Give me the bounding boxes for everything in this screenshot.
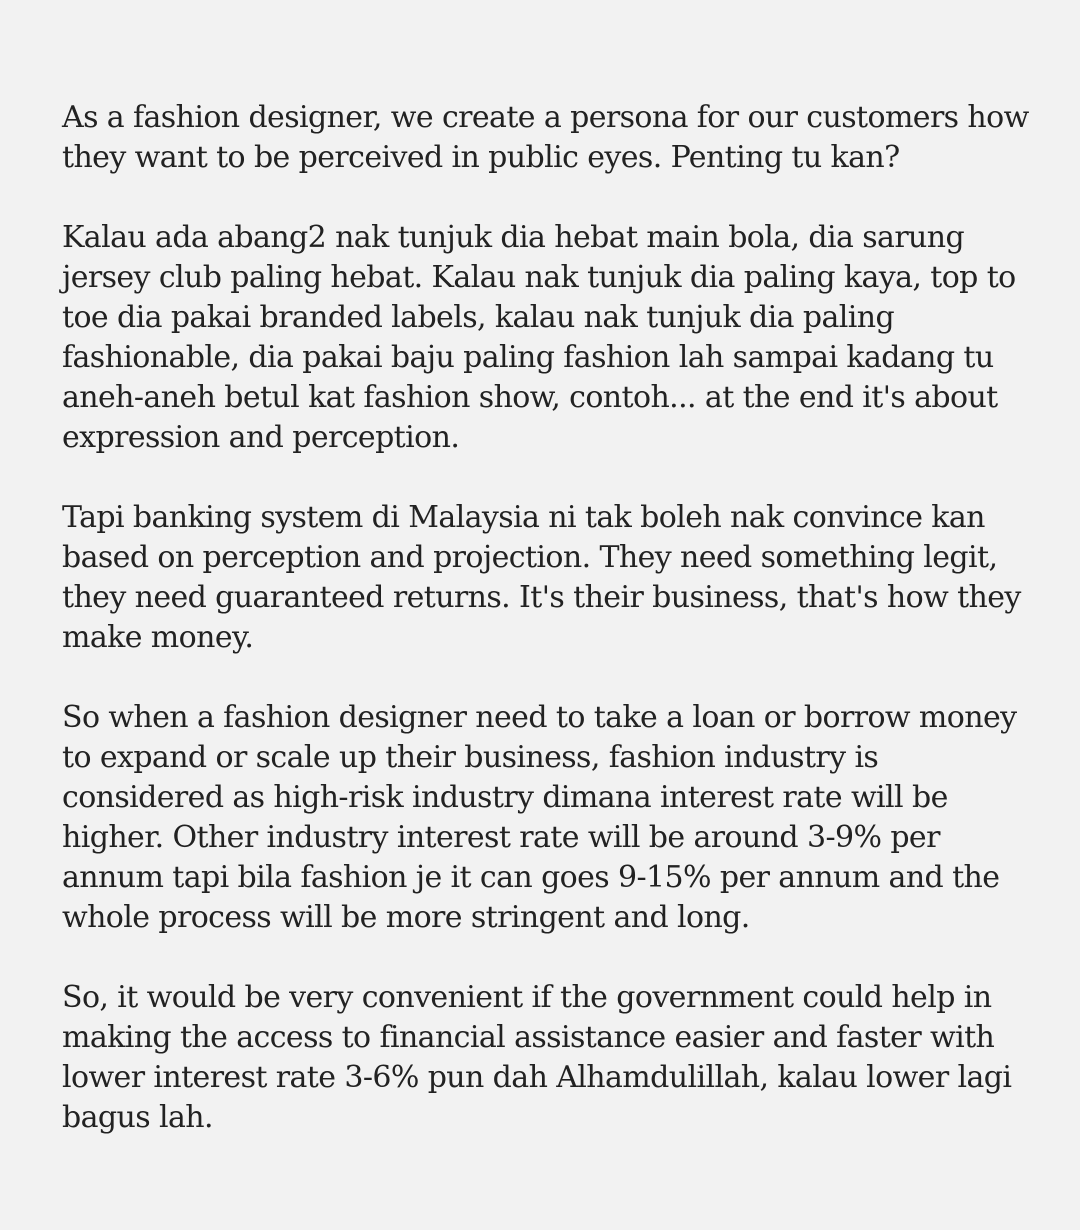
paragraph-government-request: So, it would be very convenient if the government could help in making the access to financial assistance easier and faster with lower interest rate 3-6% pun dah Alhamdulillah, kalau lower lagi bagus lah. [62,980,1012,1135]
paragraph-persona: As a fashion designer, we create a persona for our customers how they want to be perceived in public eyes. Penting tu kan? [62,100,1029,175]
paragraph-banking-system: Tapi banking system di Malaysia ni tak boleh nak convince kan based on perception and projection. They need something legit, they need guaranteed returns. It's their business, that's how they make money. [62,500,1021,655]
paragraph-interest-rates: So when a fashion designer need to take a loan or borrow money to expand or scale up their business, fashion industry is considered as high-risk industry dimana interest rate will be higher. Other industry interest rate will be around 3-9% per annum tapi bila fashion je it can goes 9-15% per annum and the whole process will be more stringent and long. [62,700,1017,935]
paragraph-perception-examples: Kalau ada abang2 nak tunjuk dia hebat main bola, dia sarung jersey club paling hebat. Kalau nak tunjuk dia paling kaya, top to toe dia pakai branded labels, kalau nak tunjuk dia paling fashionable, dia pakai baju paling fashion lah sampai kadang tu aneh-aneh betul kat fashion show, contoh... at the end it's about expression and perception. [62,220,1016,455]
